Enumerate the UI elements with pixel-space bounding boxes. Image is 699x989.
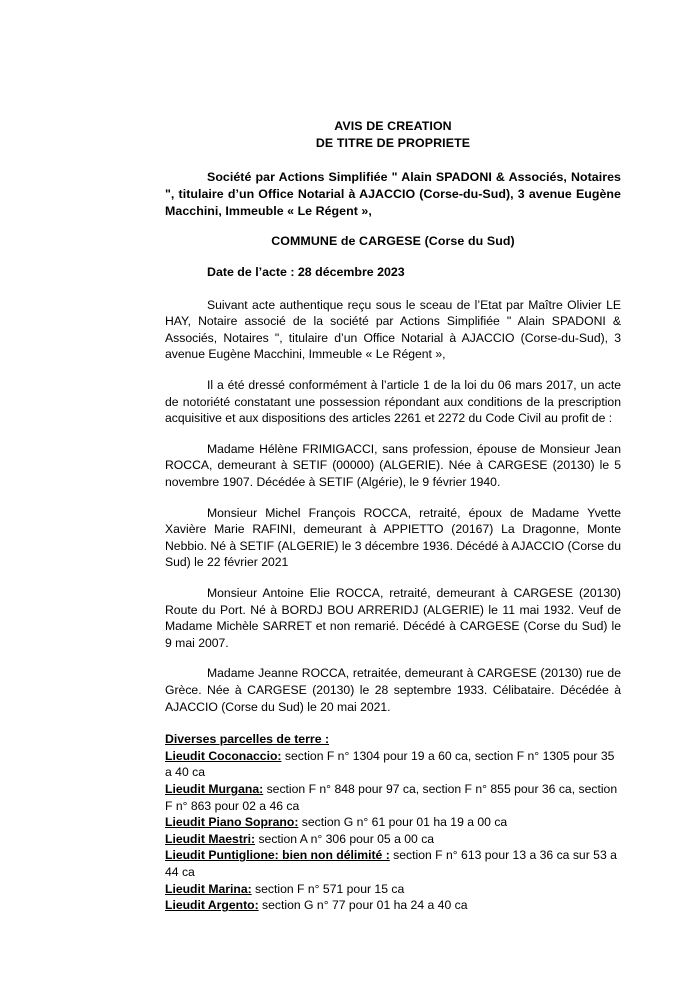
parcel-label: Lieudit Coconaccio: [165,748,282,763]
parcel-item [165,831,621,848]
title-line-1: AVIS DE CREATION [334,119,452,133]
act-date-line: Date de l’acte : 28 décembre 2023 [207,264,405,279]
title-line-2: DE TITRE DE PROPRIETE [315,135,471,150]
parcel-label: Lieudit Argento: [165,898,259,913]
parcel-description: section F n° 848 pour 97 ca, section F n° 855 pour 36 ca, section F n° 863 pour 02 a 46 ca [165,781,618,813]
beneficiary-paragraph: Monsieur Michel François ROCCA, retraité, époux de Madame Yvette Xavière Marie RAFINI, demeurant à APPIETTO (20167) La Dragonne, Monte Nebbio. Né à SETIF (ALGERIE) le 3 décembre 1936. Décédé à AJACCIO (Corse du Sud) le 22 février 2021 [165,505,621,570]
parcel-item [165,897,621,914]
parcel-item [165,814,621,831]
spacer [165,151,621,169]
paragraph-authentic-act: Suivant acte authentique reçu sous le sceau de l’Etat par Maître Olivier LE HAY, Notaire associé de la société par Actions Simplifiée " Alain SPADONI & Associés, Notaires ", titulaire d’un Office Notarial à AJACCIO (Corse-du-Sud), 3 avenue Eugène Macchini, Immeuble « Le Régent », [165,297,621,362]
beneficiary-paragraph: Monsieur Antoine Elie ROCCA, retraité, demeurant à CARGESE (20130) Route du Port. Né à BORDJ BOU ARRERIDJ (ALGERIE) le 11 mai 1932. Veuf de Madame Michèle SARRET et non remarié. Décédé à CARGESE (Corse du Sud) le 9 mai 2007. [165,586,621,650]
parcel-description: section G n° 77 pour 01 ha 24 a 40 ca [258,898,468,913]
parcel-item [165,781,621,814]
spacer [165,219,621,233]
parcel-label: Lieudit Marina: [165,881,252,896]
parcel-description: section F n° 571 pour 15 ca [251,881,405,896]
spacer [165,715,621,731]
parcel-item [165,748,621,781]
document-body [165,118,621,914]
spacer [165,427,621,441]
spacer [165,250,621,264]
parcel-description: section F n° 613 pour 13 a 36 ca sur 53 a 44 ca [165,848,617,879]
commune-heading: COMMUNE de CARGESE (Corse du Sud) [271,234,515,249]
spacer [165,491,621,505]
spacer [165,651,621,665]
parcel-item [165,847,621,880]
parcel-label: Lieudit Puntiglione: bien non délimité : [165,848,390,863]
parcel-description: section G n° 61 pour 01 ha 19 a 00 ca [298,815,508,830]
parcels-heading-label: Diverses parcelles de terre : [165,732,330,747]
parcel-label: Lieudit Maestri: [165,831,256,846]
parcels-section [165,731,621,914]
beneficiary-paragraph: Madame Jeanne ROCCA, retraitée, demeurant à CARGESE (20130) rue de Grèce. Née à CARGESE (20130) le 28 septembre 1933. Célibataire. Décédée à AJACCIO (Corse du Sud) le 20 mai 2021. [165,666,621,714]
parcel-item [165,881,621,898]
company-paragraph: Société par Actions Simplifiée " Alain SPADONI & Associés, Notaires ", titulaire d’un Office Notarial à AJACCIO (Corse-du-Sud), 3 avenue Eugène Macchini, Immeuble « Le Régent », [165,170,621,218]
parcel-label: Lieudit Piano Soprano: [165,815,299,830]
document-title [165,118,621,151]
parcels-heading [165,731,621,748]
spacer [165,363,621,377]
spacer [165,281,621,297]
paragraph-law: Il a été dressé conformément à l’article 1 de la loi du 06 mars 2017, un acte de notoriété constatant une possession répondant aux conditions de la prescription acquisitive et aux dispositions des articles 2261 et 2272 du Code Civil au profit de : [165,378,621,426]
parcel-label: Lieudit Murgana: [165,781,264,796]
beneficiary-paragraph: Madame Hélène FRIMIGACCI, sans profession, épouse de Monsieur Jean ROCCA, demeurant à SETIF (00000) (ALGERIE). Née à CARGESE (20130) le 5 novembre 1907. Décédée à SETIF (Algérie), le 9 février 1940. [165,441,621,490]
parcel-description: section A n° 306 pour 05 a 00 ca [255,831,435,846]
spacer [165,571,621,585]
parcel-description: section F n° 1304 pour 19 a 60 ca, section F n° 1305 pour 35 a 40 ca [165,748,615,780]
